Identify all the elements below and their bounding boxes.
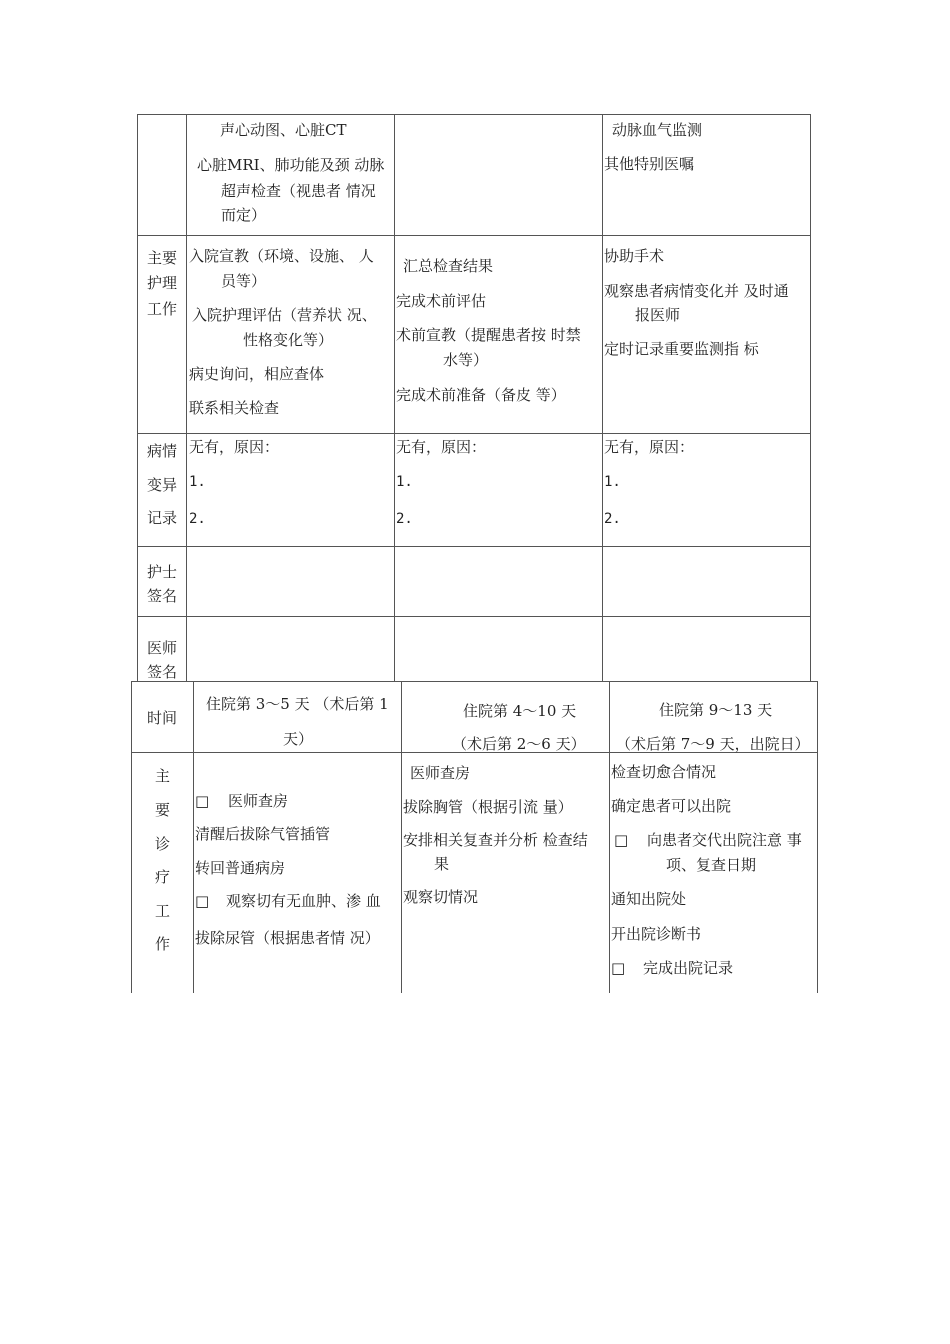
diag-item: 清醒后拔除气管插管 bbox=[195, 825, 331, 843]
table-border bbox=[137, 235, 811, 236]
diag-item: 果 bbox=[434, 855, 450, 873]
row-label: 医师 bbox=[147, 639, 178, 657]
diag-item: 安排相关复查并分析 检查结 bbox=[403, 831, 588, 849]
diag-item: 转回普通病房 bbox=[195, 859, 286, 877]
table-border bbox=[193, 681, 194, 993]
nursing-item: 报医师 bbox=[635, 306, 681, 324]
table-border bbox=[131, 681, 818, 682]
row-label: 变异 bbox=[147, 476, 178, 494]
variance-none: 无有，原因： bbox=[396, 438, 487, 456]
variance-item: 1. bbox=[604, 474, 621, 490]
nursing-item: 性格变化等） bbox=[243, 331, 334, 349]
nursing-item: 入院宣教（环境、设施、 人 bbox=[189, 247, 374, 265]
checkbox[interactable]: □ bbox=[614, 831, 629, 849]
nursing-item: 观察患者病情变化并 及时通 bbox=[604, 282, 789, 300]
variance-none: 无有，原因： bbox=[189, 438, 280, 456]
table-border bbox=[137, 114, 811, 115]
row-label: 工作 bbox=[147, 300, 178, 318]
diag-item: 医师查房 bbox=[228, 792, 289, 810]
row-label: 工 bbox=[155, 902, 171, 920]
table-border bbox=[401, 681, 402, 993]
row-label: 作 bbox=[155, 935, 171, 953]
period-heading: 住院第 3〜5 天 （术后第 1 bbox=[206, 695, 389, 713]
nursing-item: 入院护理评估（营养状 况、 bbox=[192, 306, 377, 324]
variance-item: 1. bbox=[396, 474, 413, 490]
time-label: 时间 bbox=[147, 709, 178, 727]
period-heading: 住院第 4〜10 天 bbox=[463, 702, 577, 720]
table-border bbox=[131, 681, 132, 993]
table-border bbox=[609, 681, 610, 993]
checkbox[interactable]: □ bbox=[611, 959, 626, 977]
table-border bbox=[137, 546, 811, 547]
nursing-item: 水等） bbox=[443, 351, 489, 369]
variance-item: 2. bbox=[396, 511, 413, 527]
row-label: 护士 bbox=[147, 563, 178, 581]
diag-item: 通知出院处 bbox=[611, 890, 687, 908]
nursing-item: 协助手术 bbox=[604, 247, 665, 265]
row-label: 疗 bbox=[155, 868, 171, 886]
exam-item: 其他特别医嘱 bbox=[604, 155, 695, 173]
exam-item: 心脏MRI、肺功能及颈 动脉 bbox=[197, 156, 385, 174]
exam-item: 动脉血气监测 bbox=[612, 121, 703, 139]
variance-item: 1. bbox=[189, 474, 206, 490]
exam-item: 超声检查（视患者 情况 bbox=[221, 182, 376, 200]
nursing-item: 完成术前评估 bbox=[396, 292, 487, 310]
diag-item: 项、复查日期 bbox=[666, 856, 757, 874]
diag-item: 开出院诊断书 bbox=[611, 925, 702, 943]
diag-item: 观察切情况 bbox=[403, 888, 479, 906]
period-heading: （术后第 7〜9 天，出院日） bbox=[616, 735, 810, 753]
diag-item: 完成出院记录 bbox=[643, 959, 734, 977]
row-label: 病情 bbox=[147, 442, 178, 460]
period-heading: 天） bbox=[283, 730, 314, 748]
table-border bbox=[602, 114, 603, 681]
table-border bbox=[394, 114, 395, 681]
diag-item: 向患者交代出院注意 事 bbox=[647, 831, 802, 849]
nursing-item: 联系相关检查 bbox=[189, 399, 280, 417]
exam-item: 而定） bbox=[221, 206, 267, 224]
table-border bbox=[137, 433, 811, 434]
period-heading: 住院第 9〜13 天 bbox=[659, 701, 773, 719]
nursing-item: 员等） bbox=[221, 272, 267, 290]
table-border bbox=[137, 114, 138, 681]
diag-item: 拔除胸管（根据引流 量） bbox=[403, 798, 573, 816]
row-label: 护理 bbox=[147, 274, 178, 292]
table-border bbox=[186, 114, 187, 681]
row-label: 主要 bbox=[147, 249, 178, 267]
row-label: 诊 bbox=[155, 835, 171, 853]
row-label: 签名 bbox=[147, 587, 178, 605]
row-label: 签名 bbox=[147, 663, 178, 681]
period-heading: （术后第 2〜6 天） bbox=[452, 735, 586, 753]
variance-none: 无有，原因： bbox=[604, 438, 695, 456]
diag-item: 观察切有无血肿、渗 血 bbox=[226, 892, 381, 910]
diag-item: 检查切愈合情况 bbox=[611, 763, 717, 781]
variance-item: 2. bbox=[189, 511, 206, 527]
nursing-item: 汇总检查结果 bbox=[403, 257, 494, 275]
nursing-item: 病史询问，相应查体 bbox=[189, 365, 325, 383]
table-border bbox=[137, 616, 811, 617]
row-label: 记录 bbox=[147, 509, 178, 527]
nursing-item: 术前宣教（提醒患者按 时禁 bbox=[396, 326, 581, 344]
nursing-item: 定时记录重要监测指 标 bbox=[604, 340, 759, 358]
table-border bbox=[810, 114, 811, 681]
diag-item: 拔除尿管（根据患者情 况） bbox=[195, 929, 380, 947]
diag-item: 医师查房 bbox=[410, 764, 471, 782]
table-border bbox=[817, 681, 818, 993]
row-label: 主 bbox=[155, 767, 171, 785]
checkbox[interactable]: □ bbox=[195, 792, 210, 810]
row-label: 要 bbox=[155, 801, 171, 819]
diag-item: 确定患者可以出院 bbox=[611, 797, 732, 815]
exam-item: 声心动图、心脏CT bbox=[220, 121, 347, 139]
nursing-item: 完成术前准备（备皮 等） bbox=[396, 386, 566, 404]
checkbox[interactable]: □ bbox=[195, 892, 210, 910]
variance-item: 2. bbox=[604, 511, 621, 527]
